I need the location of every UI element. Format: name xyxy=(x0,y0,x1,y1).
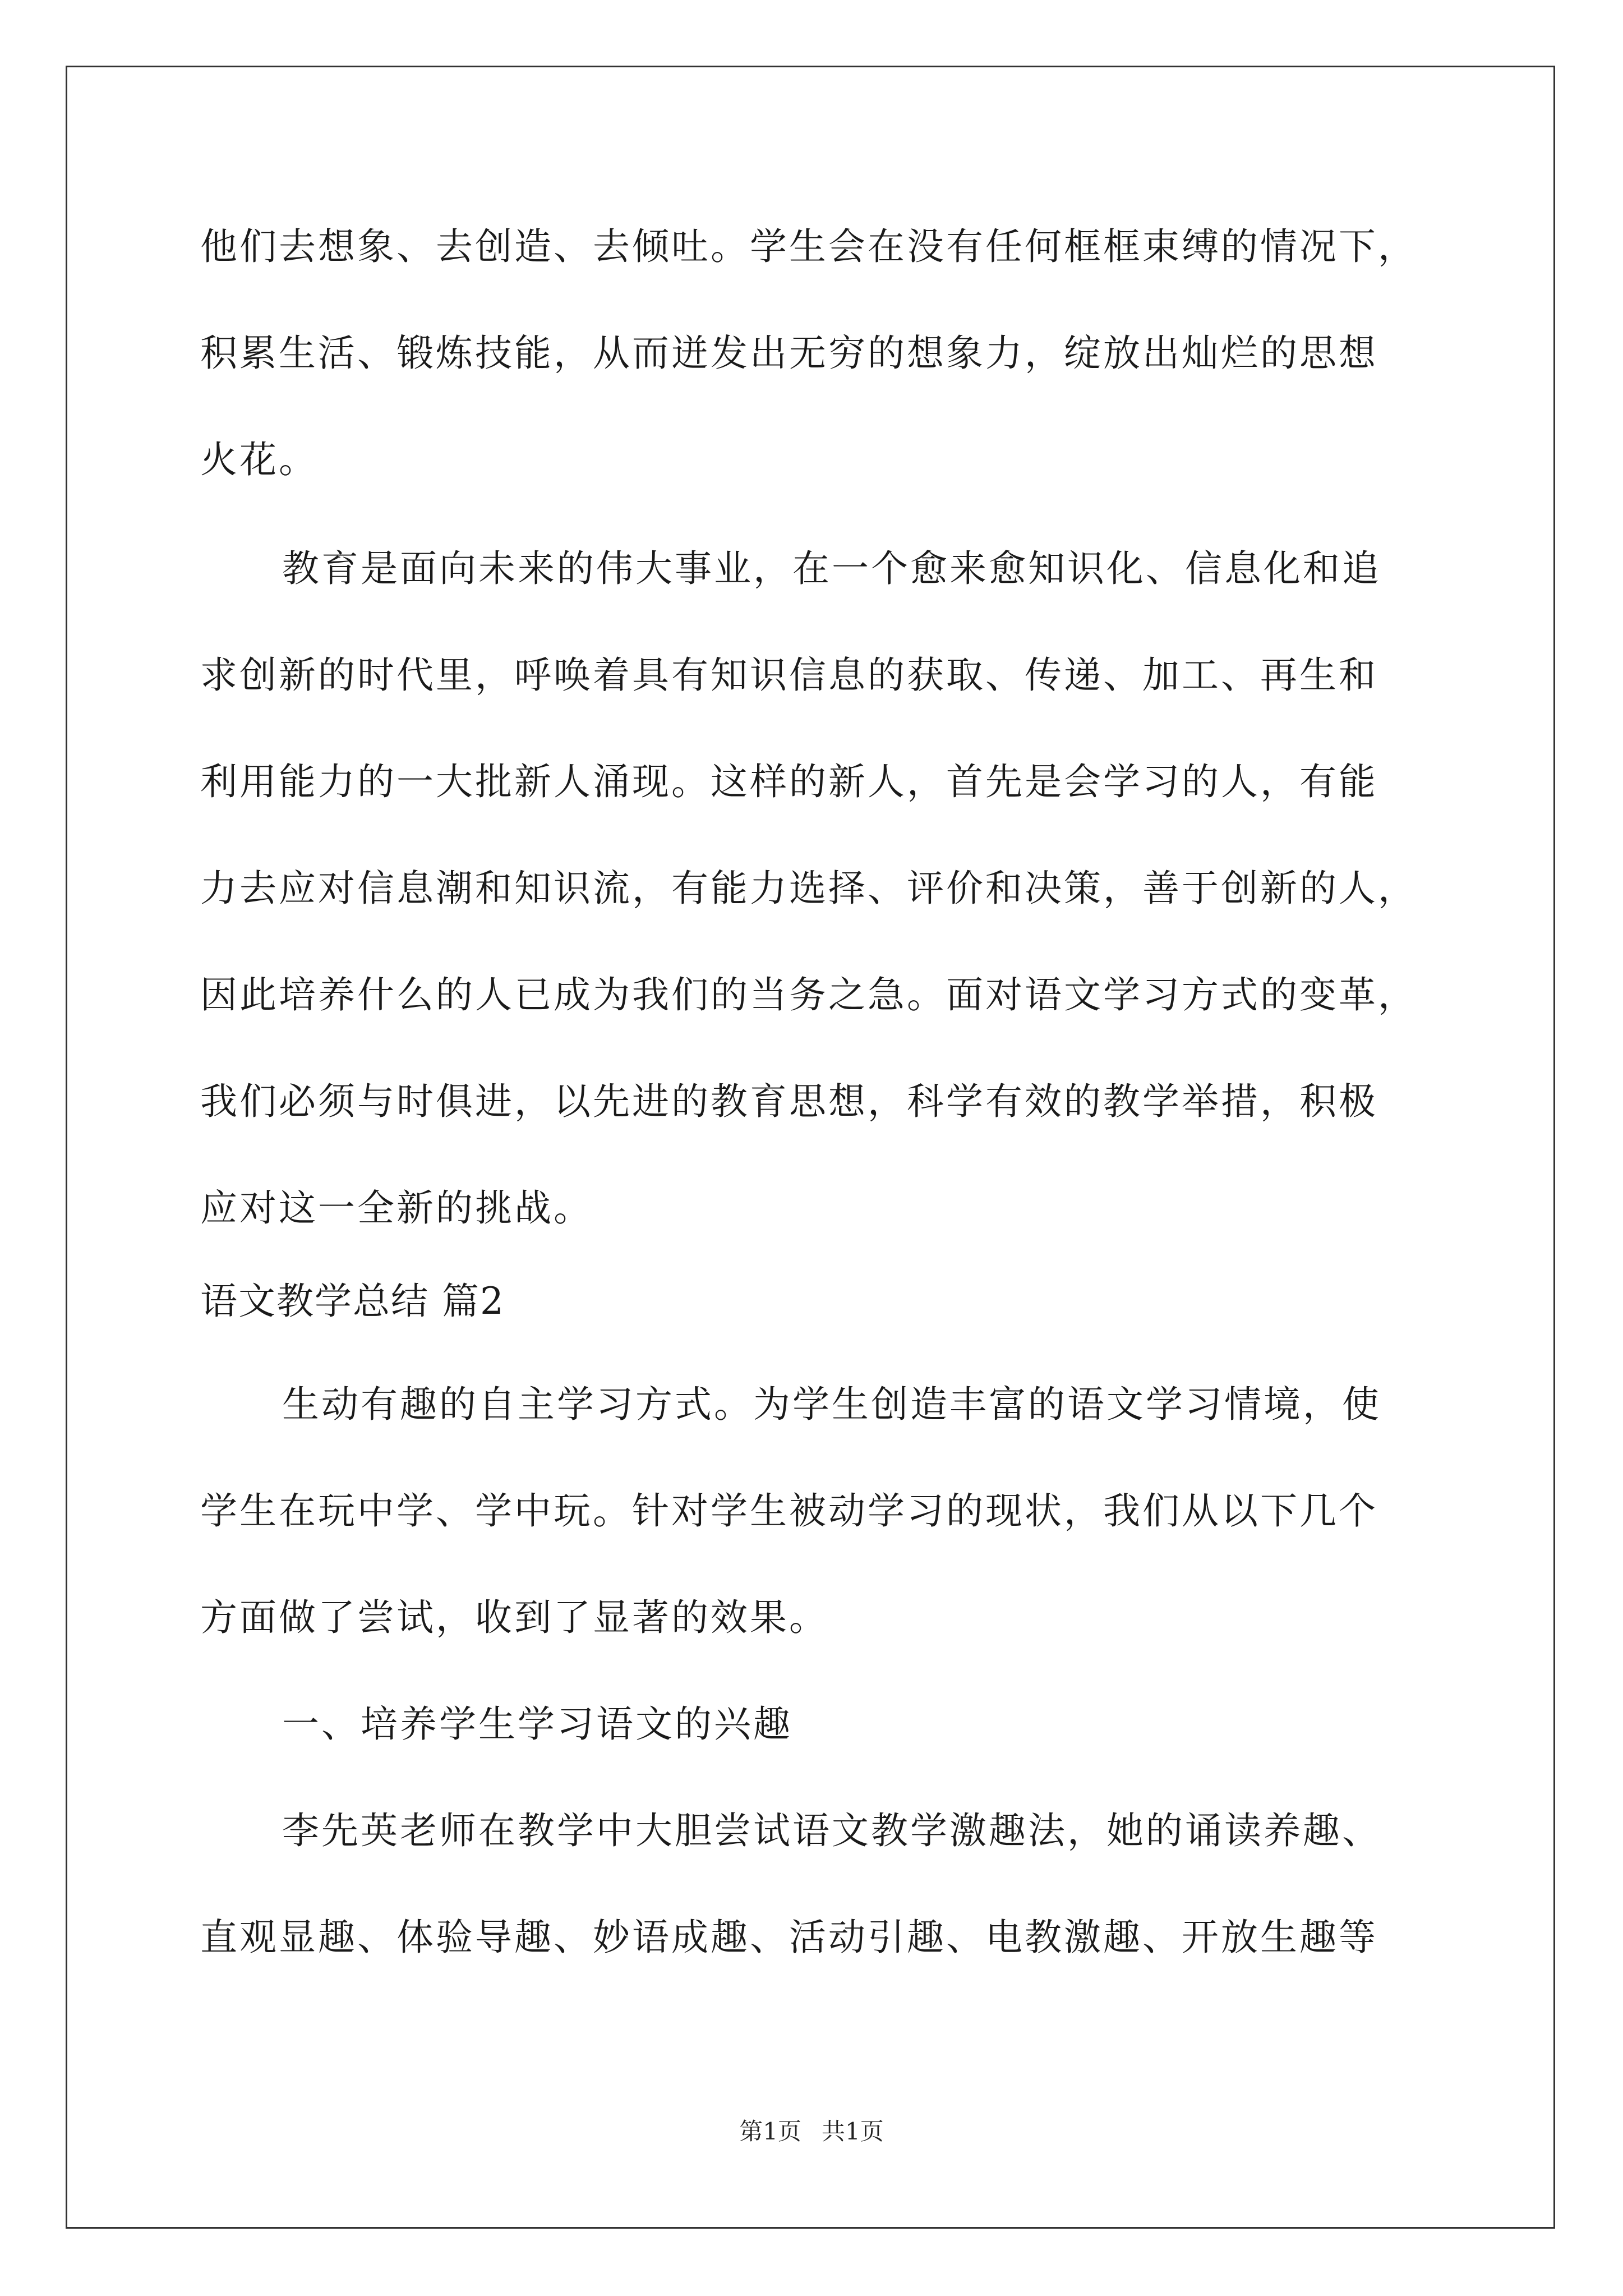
paragraph-start-line: 生动有趣的自主学习方式。为学生创造丰富的语文学习情境，使 xyxy=(282,1383,1381,1426)
text-line: 应对这一全新的挑战。 xyxy=(200,1186,593,1230)
text-line: 积累生活、锻炼技能，从而迸发出无穷的想象力，绽放出灿烂的思想 xyxy=(200,332,1378,375)
text-line: 力去应对信息潮和知识流，有能力选择、评价和决策，善于创新的人， xyxy=(200,867,1417,910)
section-heading: 语文教学总结 篇2 xyxy=(200,1280,505,1323)
paragraph-start-line: 李先英老师在教学中大胆尝试语文教学激趣法，她的诵读养趣、 xyxy=(282,1809,1381,1852)
text-line: 利用能力的一大批新人涌现。这样的新人，首先是会学习的人，有能 xyxy=(200,760,1378,803)
text-line: 他们去想象、去创造、去倾吐。学生会在没有任何框框束缚的情况下， xyxy=(200,225,1417,268)
text-line: 学生在玩中学、学中玩。针对学生被动学习的现状，我们从以下几个 xyxy=(200,1489,1378,1533)
text-line: 因此培养什么的人已成为我们的当务之急。面对语文学习方式的变革， xyxy=(200,973,1417,1016)
paragraph-start-line: 教育是面向未来的伟大事业，在一个愈来愈知识化、信息化和追 xyxy=(282,547,1381,590)
text-line: 求创新的时代里，呼唤着具有知识信息的获取、传递、加工、再生和 xyxy=(200,654,1378,697)
text-line: 火花。 xyxy=(200,438,318,481)
text-line: 方面做了尝试，收到了显著的效果。 xyxy=(200,1596,828,1639)
subheading-line: 一、培养学生学习语文的兴趣 xyxy=(282,1703,792,1746)
text-line: 直观显趣、体验导趣、妙语成趣、活动引趣、电教激趣、开放生趣等 xyxy=(200,1916,1378,1959)
page-number: 第1页 xyxy=(739,2118,801,2145)
text-line: 我们必须与时俱进，以先进的教育思想，科学有效的教学举措，积极 xyxy=(200,1080,1378,1123)
page-total: 共1页 xyxy=(822,2118,884,2145)
page-footer xyxy=(0,2115,1623,2148)
